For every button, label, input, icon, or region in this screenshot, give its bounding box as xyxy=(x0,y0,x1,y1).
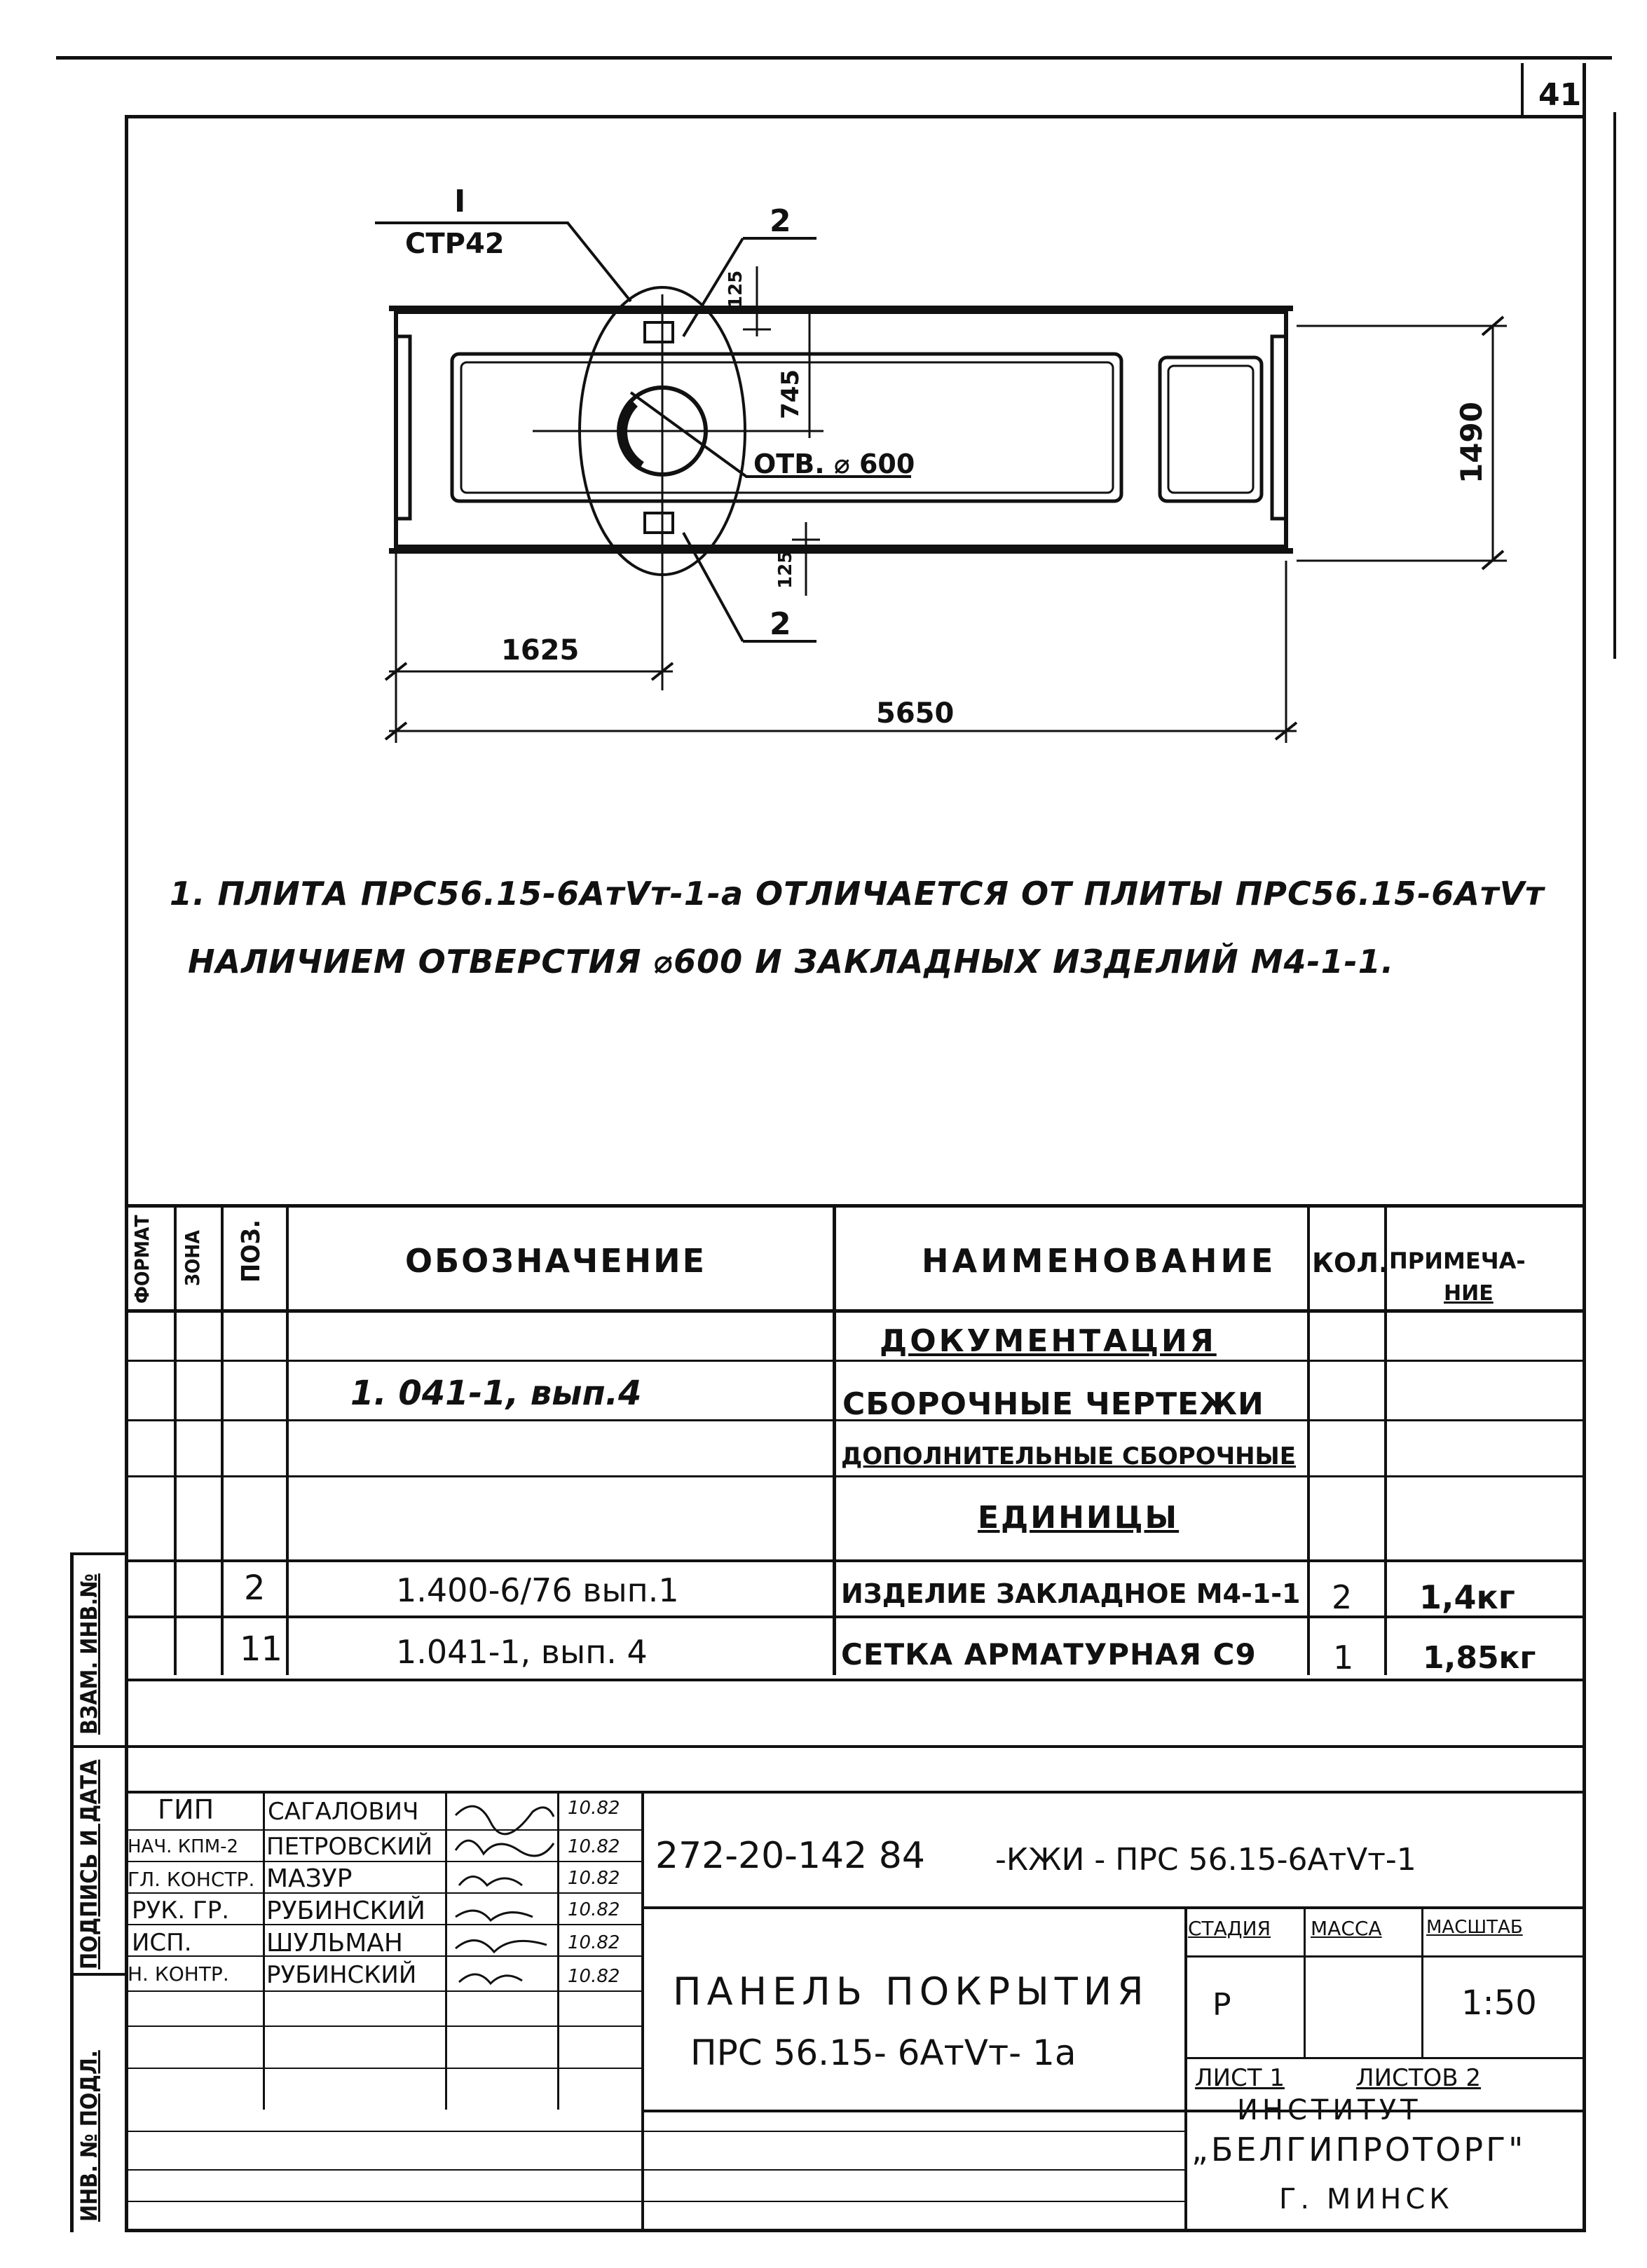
org-line-3: Г. МИНСК xyxy=(1279,2183,1454,2215)
org-line-2: „БЕЛГИПРОТОРГ" xyxy=(1191,2131,1526,2168)
signer-role-3: ГЛ. КОНСТР. xyxy=(128,1868,255,1891)
row2-pos: 11 xyxy=(240,1630,283,1669)
note-line-2: НАЛИЧИЕМ ОТВЕРСТИЯ ⌀600 И ЗАКЛАДНЫХ ИЗДЕЛИЙ М4-1-1. xyxy=(188,943,1395,981)
row1-qty: 2 xyxy=(1332,1578,1353,1616)
dim-1490: 1490 xyxy=(1454,402,1489,484)
row1-note: 1,4кг xyxy=(1419,1578,1515,1616)
dim-1625: 1625 xyxy=(501,634,580,667)
row2-note: 1,85кг xyxy=(1423,1640,1536,1676)
section-units-1: ДОПОЛНИТЕЛЬНЫЕ СБОРОЧНЫЕ xyxy=(841,1442,1296,1470)
signer-role-2: НАЧ. КПМ-2 xyxy=(128,1836,239,1857)
signer-date-2: 10.82 xyxy=(568,1836,620,1857)
signer-date-3: 10.82 xyxy=(568,1868,620,1889)
stamp-signature-date: ПОДПИСЬ И ДАТА xyxy=(76,1759,102,1969)
signer-date-4: 10.82 xyxy=(568,1899,620,1920)
hdr-designation: ОБОЗНАЧЕНИЕ xyxy=(405,1242,707,1280)
dim-125-top: 125 xyxy=(725,270,746,308)
hdr-zone: ЗОНА xyxy=(181,1230,204,1286)
note-line-1: 1. ПЛИТА ПРС56.15-6АтVт-1-а ОТЛИЧАЕТСЯ ОТ ПЛИТЫ ПРС56.15-6АтVт xyxy=(170,875,1545,913)
title-line-1: ПАНЕЛЬ ПОКРЫТИЯ xyxy=(673,1969,1149,2014)
title-line-2: ПРС 56.15- 6АтVт- 1а xyxy=(690,2033,1077,2073)
hole-label: ОТВ. ⌀ 600 xyxy=(753,449,915,479)
signer-name-1: САГАЛОВИЧ xyxy=(268,1798,419,1826)
docs-designation: 1. 041-1, вып.4 xyxy=(350,1374,642,1413)
doc-code: 272-20-142 84 xyxy=(655,1835,925,1877)
hdr-pos: ПОЗ. xyxy=(237,1220,266,1283)
signer-date-1: 10.82 xyxy=(568,1798,620,1819)
section-ref: СТР42 xyxy=(405,228,505,260)
row1-designation: 1.400-6/76 вып.1 xyxy=(396,1571,679,1609)
hdr-format: ФОРМАТ xyxy=(130,1215,153,1304)
org-line-1: ИНСТИТУТ xyxy=(1237,2094,1422,2126)
dim-5650: 5650 xyxy=(876,697,955,730)
section-docs: ДОКУМЕНТАЦИЯ xyxy=(880,1323,1217,1359)
signer-role-1: ГИП xyxy=(158,1794,214,1825)
signer-name-4: РУБИНСКИЙ xyxy=(266,1897,425,1925)
row2-name: СЕТКА АРМАТУРНАЯ С9 xyxy=(841,1637,1257,1672)
signer-name-5: ШУЛЬМАН xyxy=(266,1929,403,1958)
scale-value: 1:50 xyxy=(1461,1983,1537,2023)
signer-role-5: ИСП. xyxy=(132,1929,192,1957)
stage-value: Р xyxy=(1212,1987,1231,2023)
row2-designation: 1.041-1, вып. 4 xyxy=(396,1633,648,1671)
dim-125-bottom: 125 xyxy=(775,550,796,589)
docs-name: СБОРОЧНЫЕ ЧЕРТЕЖИ xyxy=(842,1386,1264,1422)
row1-name: ИЗДЕЛИЕ ЗАКЛАДНОЕ М4-1-1 xyxy=(841,1578,1301,1609)
callout-bottom: 2 xyxy=(770,606,791,642)
signer-role-4: РУК. ГР. xyxy=(132,1897,230,1925)
dim-745: 745 xyxy=(777,369,805,419)
signer-date-6: 10.82 xyxy=(568,1966,620,1987)
sheet-number: ЛИСТ 1 xyxy=(1195,2064,1285,2092)
hdr-qty: КОЛ. xyxy=(1312,1248,1389,1278)
stamp-inventory-no: ИНВ. № ПОДЛ. xyxy=(76,2050,102,2222)
section-mark: I xyxy=(454,184,466,219)
row2-qty: 1 xyxy=(1333,1639,1354,1676)
row1-pos: 2 xyxy=(244,1569,266,1608)
page-number: 41 xyxy=(1538,77,1582,113)
signer-date-5: 10.82 xyxy=(568,1932,620,1953)
signer-name-6: РУБИНСКИЙ xyxy=(266,1961,417,1989)
signer-name-2: ПЕТРОВСКИЙ xyxy=(266,1833,433,1861)
sheet-total: ЛИСТОВ 2 xyxy=(1356,2064,1482,2092)
mass-label: МАССА xyxy=(1311,1917,1382,1940)
stamp-replacement-no: ВЗАМ. ИНВ.№ xyxy=(76,1573,102,1735)
signer-role-6: Н. КОНТР. xyxy=(128,1962,229,1986)
hdr-note-2: НИЕ xyxy=(1444,1281,1494,1306)
hdr-name: НАИМЕНОВАНИЕ xyxy=(922,1242,1277,1280)
section-units-2: ЕДИНИЦЫ xyxy=(978,1500,1180,1536)
doc-code-suffix: -КЖИ - ПРС 56.15-6АтVт-1 xyxy=(995,1842,1416,1878)
hdr-note-1: ПРИМЕЧА- xyxy=(1389,1248,1526,1274)
signer-name-3: МАЗУР xyxy=(266,1864,353,1893)
stage-label: СТАДИЯ xyxy=(1188,1917,1271,1940)
scale-label: МАСШТАБ xyxy=(1426,1917,1523,1938)
callout-top: 2 xyxy=(770,203,791,239)
